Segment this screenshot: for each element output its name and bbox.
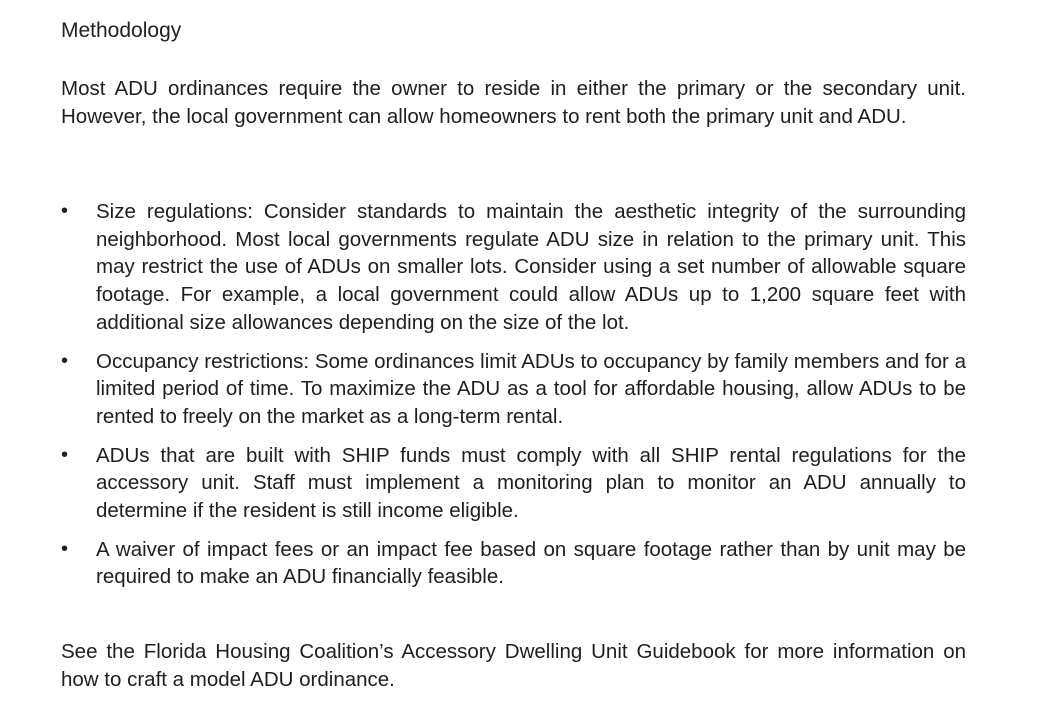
bullet-item-ship-funds xyxy=(61,442,966,525)
bullet-text: Occupancy restrictions: Some ordinances limit ADUs to occupancy by family members and for a limited period of time. To maximize the ADU as a tool for affordable housing, allow ADUs to be rented to freely on the market as a long-term rental. xyxy=(96,349,966,428)
bullet-dot-icon: • xyxy=(61,349,69,372)
bullet-dot-icon: • xyxy=(61,200,69,222)
bullet-text: ADUs that are built with SHIP funds must comply with all SHIP rental regulations for the accessory unit. Staff must implement a monitoring plan to monitor an ADU annually to determine if the resident is still income eligible. xyxy=(96,443,966,523)
bullet-item-impact-fees xyxy=(61,536,966,591)
closing-paragraph: See the Florida Housing Coalition’s Accessory Dwelling Unit Guidebook for more information on how to craft a model ADU ordinance. xyxy=(61,640,966,691)
bullet-text: A waiver of impact fees or an impact fee based on square footage rather than by unit may be required to make an ADU financially feasible. xyxy=(96,537,966,589)
bullet-item-size-regulations xyxy=(61,198,966,337)
bullet-item-occupancy-restrictions xyxy=(61,348,966,431)
intro-paragraph: Most ADU ordinances require the owner to reside in either the primary or the secondary unit. However, the local government can allow homeowners to rent both the primary unit and ADU. xyxy=(61,77,966,128)
bullet-dot-icon: • xyxy=(61,537,69,560)
section-heading: Methodology xyxy=(61,19,182,42)
bullet-list xyxy=(61,198,966,591)
bullet-dot-icon: • xyxy=(61,443,69,466)
bullet-text: Size regulations: Consider standards to maintain the aesthetic integrity of the surrounding neighborhood. Most local governments regulate ADU size in relation to the primary unit. This may restrict the use of ADUs on smaller lots. Consider using a set number of allowable square footage. For example, a local government could allow ADUs up to 1,200 square feet with additional size allowances depending on the size of the lot. xyxy=(96,200,966,334)
